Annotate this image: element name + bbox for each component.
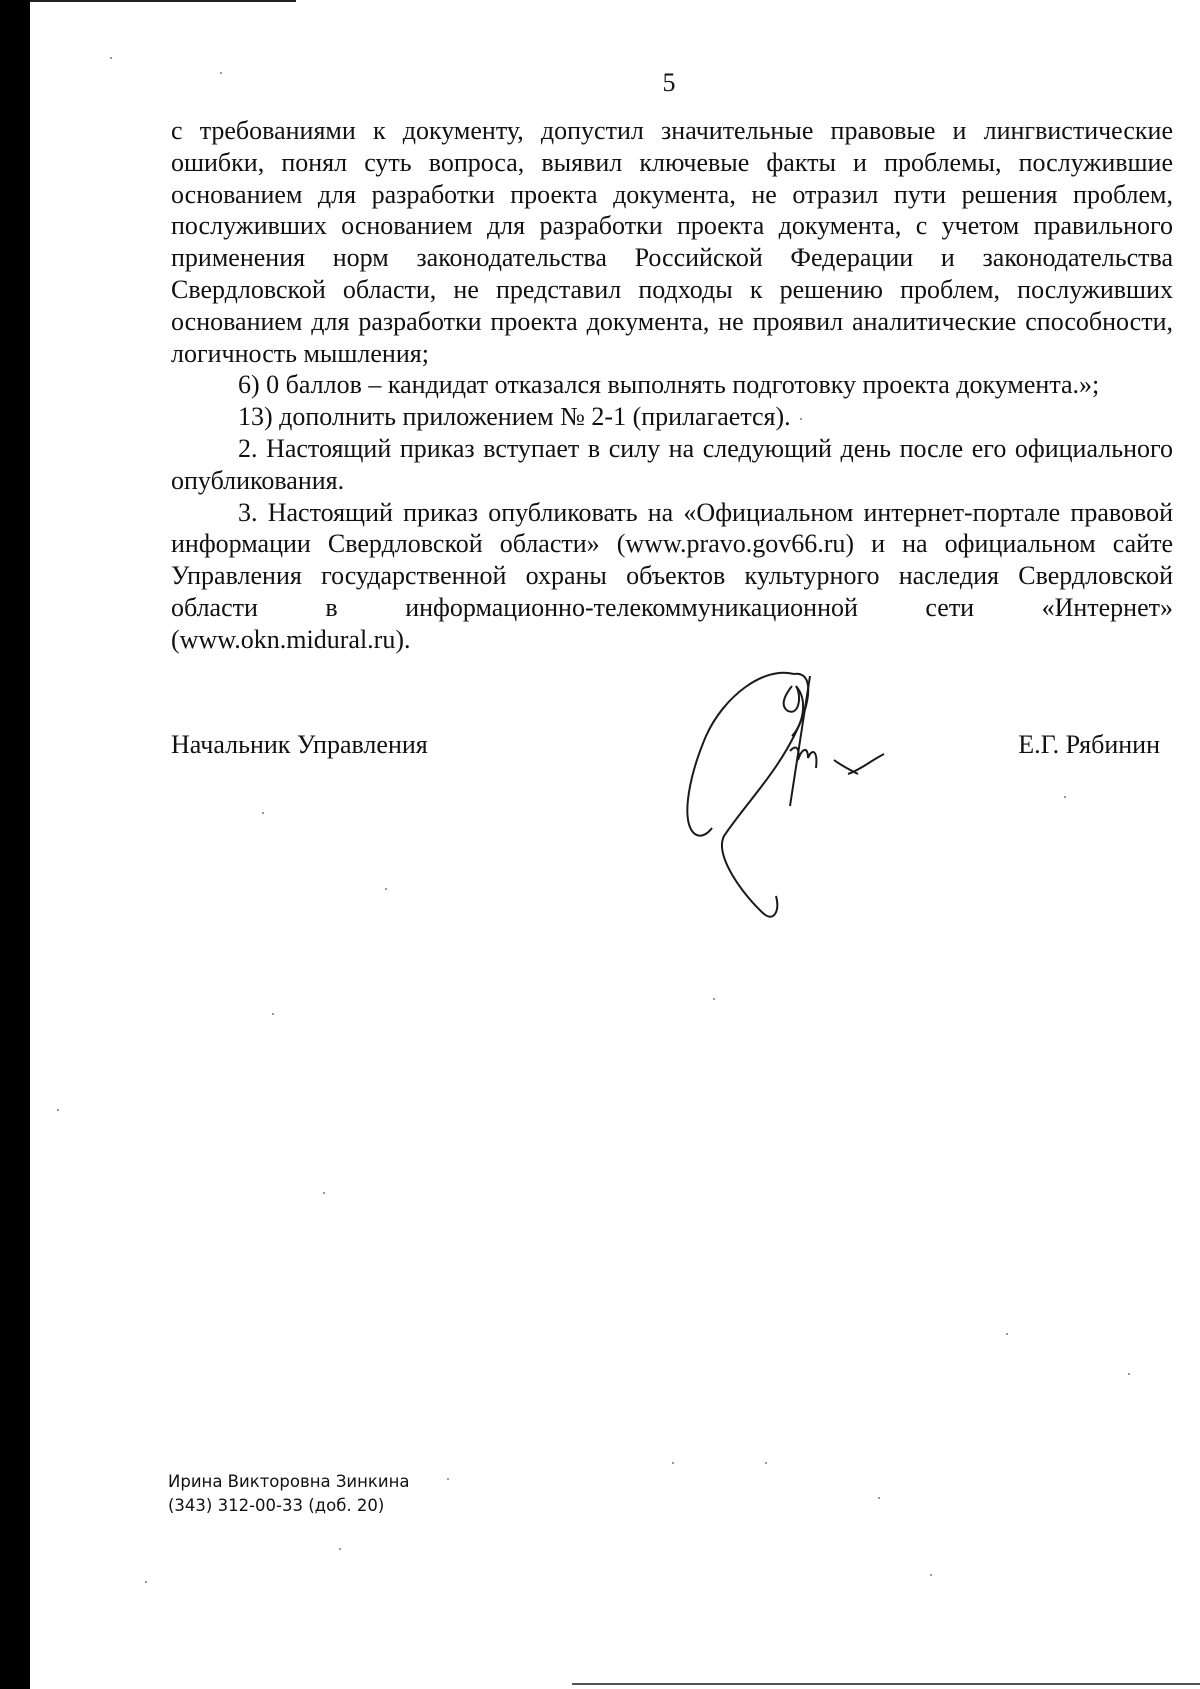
paragraph-item-6: 6) 0 баллов – кандидат отказался выполнять подготовку проекта документа.»; — [238, 370, 1100, 400]
scan-top-line — [30, 0, 296, 2]
signatory-name: Е.Г. Рябинин — [1018, 730, 1160, 759]
contact-block — [168, 1470, 410, 1518]
scan-dark-edge — [0, 0, 30, 1689]
paragraph-clause-3: 3. Настоящий приказ опубликовать на «Официальном интернет-портале правовой информации Свердловской области» (www.pravo.gov66.ru) и на официальном сайте Управления государственной охраны объектов культурного наследия Свердловской области в информационно-телекоммуникационной сети «Интернет» (www.okn.midural.ru). — [171, 497, 1173, 654]
handwritten-signature — [684, 656, 924, 926]
paragraph-continuation: с требованиями к документу, допустил значительные правовые и лингвистические ошибки, понял суть вопроса, выявил ключевые факты и проблемы, послужившие основанием для разработки проекта документа, не отразил пути решения проблем, послуживших основанием для разработки проекта документа, с учетом правильного применения норм законодательства Российской Федерации и законодательства Свердловской области, не представил подходы к решению проблем, послуживших основанием для разработки проекта документа, не проявил аналитические способности, логичность мышления; — [171, 116, 1173, 368]
contact-phone: (343) 312-00-33 (доб. 20) — [168, 1496, 385, 1515]
paragraph-clause-2: 2. Настоящий приказ вступает в силу на следующий день после его официального опубликования. — [171, 433, 1173, 495]
contact-name: Ирина Викторовна Зинкина — [168, 1472, 410, 1491]
scan-bottom-line — [572, 1683, 1200, 1685]
signatory-position: Начальник Управления — [171, 730, 428, 759]
paragraph-item-13: 13) дополнить приложением № 2-1 (прилагается). — [238, 402, 791, 432]
document-body — [171, 115, 1173, 656]
page-number: 5 — [662, 68, 676, 97]
